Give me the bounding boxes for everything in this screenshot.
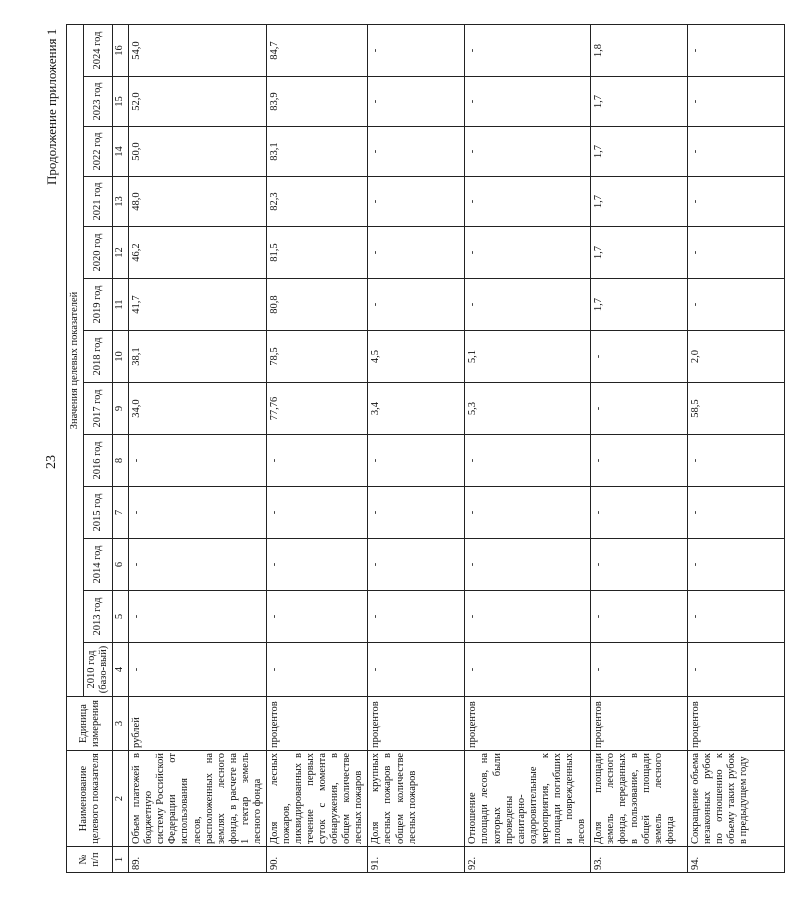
indicator-value: - xyxy=(368,591,465,643)
column-index: 9 xyxy=(113,383,129,435)
indicator-value: - xyxy=(465,643,591,697)
indicator-value: - xyxy=(266,539,368,591)
column-index: 6 xyxy=(113,539,129,591)
indicator-value: 4,5 xyxy=(368,331,465,383)
indicator-value: 1,7 xyxy=(591,177,688,227)
indicator-value: - xyxy=(368,127,465,177)
table-row xyxy=(368,24,465,872)
header-year: 2019 год xyxy=(84,279,113,331)
indicator-value: 83,9 xyxy=(266,77,368,127)
indicator-value: - xyxy=(591,487,688,539)
indicator-value: - xyxy=(688,177,785,227)
table-row xyxy=(266,24,368,872)
row-number: 94. xyxy=(688,847,785,873)
table-body xyxy=(129,24,785,872)
indicator-value: - xyxy=(129,539,267,591)
column-index: 16 xyxy=(113,24,129,76)
indicator-value: 3,4 xyxy=(368,383,465,435)
indicator-value: - xyxy=(688,279,785,331)
indicator-value: 5,3 xyxy=(465,383,591,435)
column-index: 2 xyxy=(113,751,129,847)
indicator-value: 80,8 xyxy=(266,279,368,331)
indicator-unit: процентов xyxy=(266,697,368,751)
indicator-value: 48,0 xyxy=(129,177,267,227)
indicator-value: - xyxy=(591,591,688,643)
indicator-value: - xyxy=(465,435,591,487)
indicator-value: 58,5 xyxy=(688,383,785,435)
indicator-value: - xyxy=(591,435,688,487)
indicator-value: - xyxy=(368,227,465,279)
indicator-value: 81,5 xyxy=(266,227,368,279)
header-year: 2016 год xyxy=(84,435,113,487)
indicator-value: - xyxy=(368,24,465,76)
indicator-value: - xyxy=(129,487,267,539)
header-year: 2023 год xyxy=(84,77,113,127)
indicator-value: 1,7 xyxy=(591,77,688,127)
indicator-value: - xyxy=(129,435,267,487)
indicator-value: - xyxy=(688,77,785,127)
indicator-unit: процентов xyxy=(591,697,688,751)
indicator-value: - xyxy=(368,643,465,697)
row-number: 92. xyxy=(465,847,591,873)
indicator-value: - xyxy=(688,591,785,643)
table-row xyxy=(465,24,591,872)
header-num: № п/п xyxy=(67,847,113,873)
indicator-value: 34,0 xyxy=(129,383,267,435)
row-number: 91. xyxy=(368,847,465,873)
row-number: 90. xyxy=(266,847,368,873)
indicator-value: - xyxy=(465,539,591,591)
header-values-group: Значения целевых показателей xyxy=(67,24,84,696)
indicator-value: - xyxy=(368,77,465,127)
indicator-value: - xyxy=(129,643,267,697)
column-index: 14 xyxy=(113,127,129,177)
indicator-name: Доля площади земель лесного фонда, переданных в пользование, в общей площади земель лесного фонда xyxy=(591,751,688,847)
indicator-value: - xyxy=(465,77,591,127)
indicator-name: Доля лесных пожаров, ликвидированных в течение первых суток с момента обнаружения, в общем количестве лесных пожаров xyxy=(266,751,368,847)
indicator-value: - xyxy=(129,591,267,643)
indicator-unit: процентов xyxy=(465,697,591,751)
indicator-value: 5,1 xyxy=(465,331,591,383)
indicator-value: 38,1 xyxy=(129,331,267,383)
indicator-value: - xyxy=(688,227,785,279)
indicator-value: - xyxy=(465,227,591,279)
indicator-value: - xyxy=(688,435,785,487)
page-number: 23 xyxy=(44,455,59,469)
indicator-value: - xyxy=(465,177,591,227)
table-row xyxy=(129,24,267,872)
table-row xyxy=(591,24,688,872)
indicator-value: - xyxy=(368,487,465,539)
column-index: 10 xyxy=(113,331,129,383)
indicator-name: Объем платежей в бюджетную систему Российской Федерации от использования лесов, расположенных на землях лесного фонда, в расчете на 1 гектар земель лесного фонда xyxy=(129,751,267,847)
indicator-value: - xyxy=(266,591,368,643)
indicator-value: - xyxy=(465,24,591,76)
header-year: 2013 год xyxy=(84,591,113,643)
indicator-value: 78,5 xyxy=(266,331,368,383)
indicator-value: - xyxy=(591,643,688,697)
indicator-value: - xyxy=(266,487,368,539)
header-year: 2015 год xyxy=(84,487,113,539)
indicator-value: - xyxy=(688,24,785,76)
indicator-name: Сокращение объема незаконных рубок по отношению к объему таких рубок в предыдущем году xyxy=(688,751,785,847)
indicator-value: 82,3 xyxy=(266,177,368,227)
header-year: 2018 год xyxy=(84,331,113,383)
indicator-value: 83,1 xyxy=(266,127,368,177)
indicator-value: - xyxy=(591,539,688,591)
indicator-name: Доля крупных лесных пожаров в общем количестве лесных пожаров xyxy=(368,751,465,847)
indicator-value: - xyxy=(688,539,785,591)
column-index: 7 xyxy=(113,487,129,539)
indicator-value: - xyxy=(368,177,465,227)
indicator-value: 1,8 xyxy=(591,24,688,76)
indicator-value: 84,7 xyxy=(266,24,368,76)
indicator-value: - xyxy=(368,435,465,487)
header-year: 2010 год (базо-вый) xyxy=(84,643,113,697)
header-year: 2017 год xyxy=(84,383,113,435)
column-index: 3 xyxy=(113,697,129,751)
header-year: 2022 год xyxy=(84,127,113,177)
column-index: 8 xyxy=(113,435,129,487)
indicator-value: - xyxy=(266,643,368,697)
indicator-value: - xyxy=(368,539,465,591)
indicator-name: Отношение площади лесов, на которых были проведены санитарно-оздоровительные мероприятия, к площади погибших и поврежденных лесов xyxy=(465,751,591,847)
column-index: 13 xyxy=(113,177,129,227)
indicator-value: 1,7 xyxy=(591,227,688,279)
column-index: 1 xyxy=(113,847,129,873)
indicator-value: - xyxy=(368,279,465,331)
table-row xyxy=(688,24,785,872)
indicator-value: 46,2 xyxy=(129,227,267,279)
indicator-unit: рублей xyxy=(129,697,267,751)
indicator-value: 1,7 xyxy=(591,279,688,331)
indicator-value: - xyxy=(591,383,688,435)
indicator-value: - xyxy=(465,487,591,539)
row-number: 93. xyxy=(591,847,688,873)
header-unit: Единица измерения xyxy=(67,697,113,751)
indicator-value: - xyxy=(465,279,591,331)
indicator-unit: процентов xyxy=(368,697,465,751)
indicator-value: 1,7 xyxy=(591,127,688,177)
header-year: 2020 год xyxy=(84,227,113,279)
indicator-value: 50,0 xyxy=(129,127,267,177)
indicator-value: - xyxy=(688,127,785,177)
column-index-row xyxy=(113,24,129,872)
header-year: 2024 год xyxy=(84,24,113,76)
continuation-label: Продолжение приложения 1 xyxy=(44,28,59,185)
indicator-value: 77,76 xyxy=(266,383,368,435)
column-index: 11 xyxy=(113,279,129,331)
column-index: 5 xyxy=(113,591,129,643)
column-index: 4 xyxy=(113,643,129,697)
column-index: 12 xyxy=(113,227,129,279)
indicator-value: - xyxy=(266,435,368,487)
indicator-value: - xyxy=(688,643,785,697)
column-index: 15 xyxy=(113,77,129,127)
indicator-unit: процентов xyxy=(688,697,785,751)
indicator-value: - xyxy=(465,591,591,643)
header-year: 2021 год xyxy=(84,177,113,227)
indicator-value: 2,0 xyxy=(688,331,785,383)
indicator-value: - xyxy=(591,331,688,383)
indicator-value: 54,0 xyxy=(129,24,267,76)
indicator-value: - xyxy=(688,487,785,539)
header-year: 2014 год xyxy=(84,539,113,591)
indicator-value: 52,0 xyxy=(129,77,267,127)
indicator-value: - xyxy=(465,127,591,177)
header-name: Наименование целевого показателя xyxy=(67,751,113,847)
row-number: 89. xyxy=(129,847,267,873)
indicator-value: 41,7 xyxy=(129,279,267,331)
indicators-table xyxy=(66,24,785,873)
